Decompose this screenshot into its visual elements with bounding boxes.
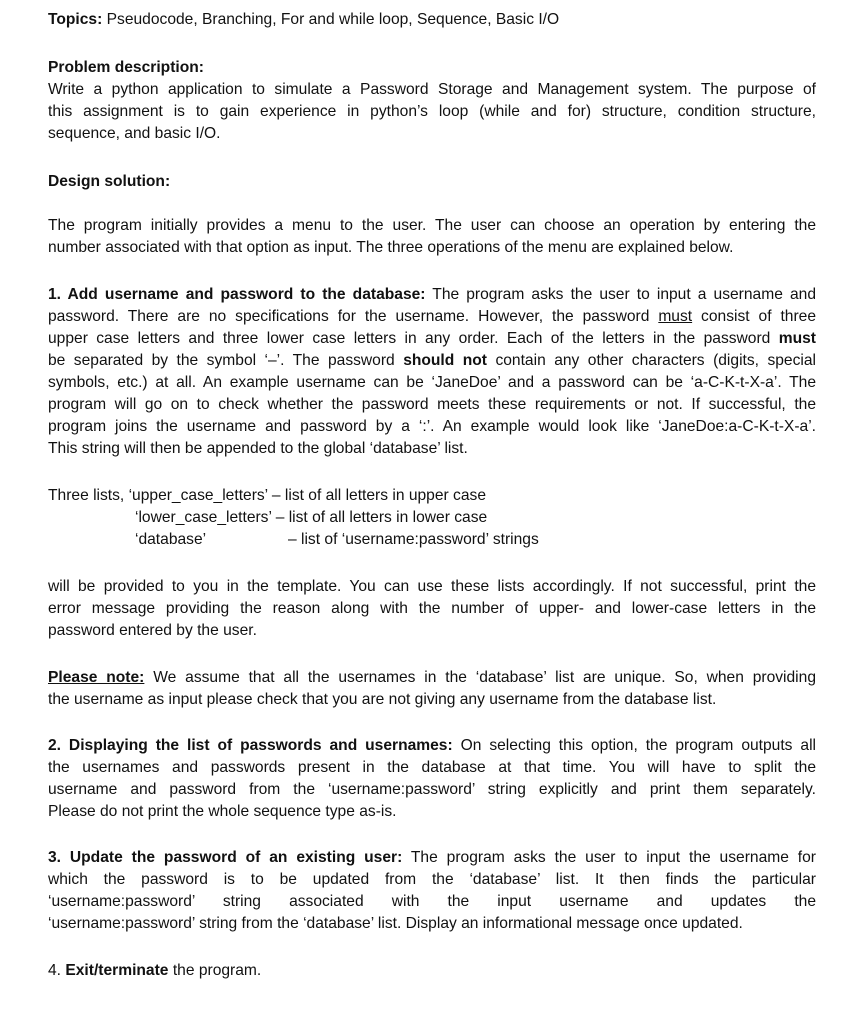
lists-item-database-desc: – list of ‘username:password’ strings: [288, 531, 539, 548]
design-line-1: The program initially provides a menu to the user. The user can choose an operation by entering the: [48, 217, 816, 234]
note-line-2: the username as input please check that you are not giving any username from the database list.: [48, 691, 717, 708]
problem-line-2: this assignment is to gain experience in python’s loop (while and for) structure, condition structure,: [48, 103, 816, 120]
option1-line-3: upper case letters and three lower case letters in any order. Each of the letters in the password must: [48, 330, 816, 347]
option1-line-6: program will go on to check whether the password meets these requirements or not. If successful, the: [48, 396, 816, 413]
option2-title: 2. Displaying the list of passwords and usernames:: [48, 737, 453, 754]
lists-item-lower: ‘lower_case_letters’ – list of all letters in lower case: [135, 509, 488, 526]
option2-line-4: Please do not print the whole sequence type as-is.: [48, 803, 397, 820]
lists-item-database-name: ‘database’: [135, 531, 207, 548]
design-line-2: number associated with that option as input. The three operations of the menu are explained below.: [48, 239, 734, 256]
option3-line-1: 3. Update the password of an existing user: The program asks the user to input the username for: [48, 849, 816, 866]
note-line-1: Please note: We assume that all the usernames in the ‘database’ list are unique. So, when providing: [48, 669, 816, 686]
option1-title: 1. Add username and password to the database:: [48, 286, 426, 303]
template-line-2: error message providing the reason along with the number of upper- and lower-case letters in the: [48, 600, 816, 617]
option4-line: 4. Exit/terminate the program.: [48, 962, 262, 979]
option3-line-4: ‘username:password’ string from the ‘database’ list. Display an informational message once updated.: [48, 915, 743, 932]
topics-line: [48, 9, 559, 31]
option2-line-2: the usernames and passwords present in the database at that time. You will have to split the: [48, 759, 816, 776]
template-line-1: will be provided to you in the template. You can use these lists accordingly. If not successful, print the: [48, 578, 816, 595]
option1-line-7: program joins the username and password by a ‘:’. An example would look like ‘JaneDoe:a-C-K-t-X-a’.: [48, 418, 816, 435]
option1-line-8: This string will then be appended to the global ‘database’ list.: [48, 440, 468, 457]
option2-line-3: username and password from the ‘username:password’ string explicitly and print them separately.: [48, 781, 816, 798]
option3-line-3: ‘username:password’ string associated with the input username and updates the: [48, 893, 816, 910]
option1-line-5: symbols, etc.) at all. An example username can be ‘JaneDoe’ and a password can be ‘a-C-K-t-X-a’. The: [48, 374, 816, 391]
lists-intro: Three lists, ‘upper_case_letters’ – list of all letters in upper case: [48, 487, 486, 504]
option1-line-4: be separated by the symbol ‘–’. The password should not contain any other characters (digits, special: [48, 352, 816, 369]
problem-line-1: Write a python application to simulate a Password Storage and Management system. The purpose of: [48, 81, 816, 98]
option3-line-2: which the password is to be updated from the ‘database’ list. It then finds the particular: [48, 871, 816, 888]
template-line-3: password entered by the user.: [48, 622, 257, 639]
note-label: Please note:: [48, 669, 145, 686]
topics-text: Pseudocode, Branching, For and while loop, Sequence, Basic I/O: [102, 11, 560, 28]
option3-title: 3. Update the password of an existing user:: [48, 849, 403, 866]
topics-label: Topics:: [48, 11, 103, 28]
design-heading: Design solution:: [48, 173, 171, 190]
option2-line-1: 2. Displaying the list of passwords and usernames: On selecting this option, the program outputs all: [48, 737, 816, 754]
problem-line-3: sequence, and basic I/O.: [48, 125, 221, 142]
option1-line-1: 1. Add username and password to the database: The program asks the user to input a username and: [48, 286, 816, 303]
option1-line-2: password. There are no specifications for the username. However, the password must consist of three: [48, 308, 817, 325]
problem-heading: Problem description:: [48, 59, 204, 76]
